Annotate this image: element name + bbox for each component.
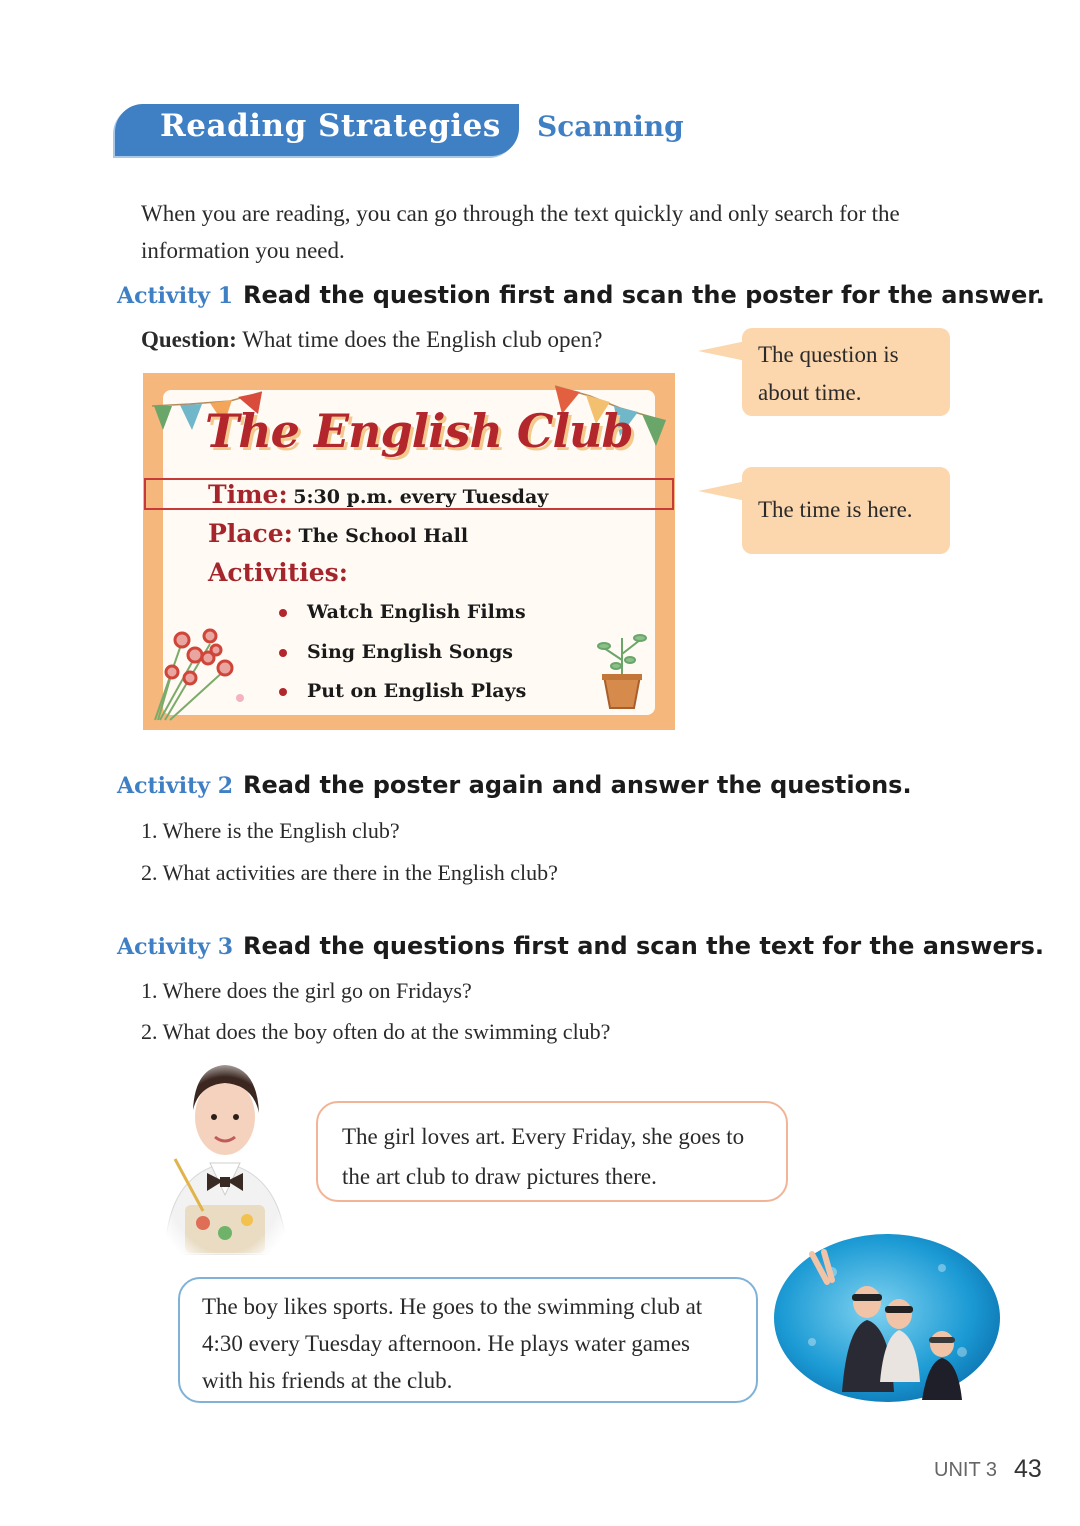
activity-2-question-2: 2. What activities are there in the English club? [141, 860, 558, 885]
activity-2-instruction: Read the poster again and answer the questions. [243, 771, 912, 799]
activity-3-question-1: 1. Where does the girl go on Fridays? [141, 978, 472, 1003]
activity-2-tag: Activity 2 [117, 773, 234, 799]
activity-3-tag: Activity 3 [117, 934, 234, 960]
activity-1-instruction: Read the question first and scan the poster for the answer. [243, 281, 1045, 309]
poster-title: The English Club [205, 404, 633, 458]
section-title: Reading Strategies [160, 108, 501, 144]
boy-text-box: The boy likes sports. He goes to the swimming club at 4:30 every Tuesday afternoon. He plays water games with his friends at the club. [178, 1277, 758, 1403]
activity-1-question [141, 327, 602, 353]
list-item: Watch English Films [279, 601, 526, 623]
poster-place-row [208, 519, 468, 548]
list-item: Put on English Plays [279, 680, 526, 702]
callout-2-tail [698, 481, 746, 501]
activities-label: Activities: [208, 558, 348, 587]
footer-unit: UNIT 3 [934, 1459, 997, 1481]
potted-plant-icon [594, 630, 650, 712]
flowers-icon [150, 622, 245, 722]
time-label: Time: [208, 480, 288, 509]
bullet-icon [279, 609, 287, 617]
activity-1-tag: Activity 1 [117, 283, 234, 309]
intro-paragraph: When you are reading, you can go through the text quickly and only search for the information you need. [141, 201, 900, 263]
place-label: Place: [208, 519, 293, 548]
activity-2-question-1: 1. Where is the English club? [141, 818, 400, 843]
callout-question-about-time: The question is about time. [742, 328, 950, 416]
swimming-kids-photo [772, 1232, 1002, 1404]
activity-3-instruction: Read the questions first and scan the text for the answers. [243, 932, 1044, 960]
callout-time-is-here: The time is here. [742, 467, 950, 554]
poster-time-row [208, 480, 548, 509]
question-text: What time does the English club open? [242, 327, 603, 352]
callout-1-tail [698, 341, 746, 361]
section-subtitle: Scanning [537, 110, 684, 143]
place-value: The School Hall [298, 525, 469, 547]
activity-1-heading [117, 281, 1045, 309]
girl-painting-photo [155, 1055, 295, 1255]
question-label: Question: [141, 327, 237, 352]
time-value: 5:30 p.m. every Tuesday [293, 486, 549, 508]
activity-3-heading [117, 932, 1044, 960]
poster-activities-row [208, 558, 348, 587]
list-item: Sing English Songs [279, 641, 513, 663]
activity-2-heading [117, 771, 912, 799]
bullet-icon [279, 649, 287, 657]
activity-3-question-2: 2. What does the boy often do at the swimming club? [141, 1019, 611, 1044]
bullet-icon [279, 688, 287, 696]
girl-text-box: The girl loves art. Every Friday, she goes to the art club to draw pictures there. [316, 1101, 788, 1202]
page-number: 43 [1014, 1455, 1042, 1483]
